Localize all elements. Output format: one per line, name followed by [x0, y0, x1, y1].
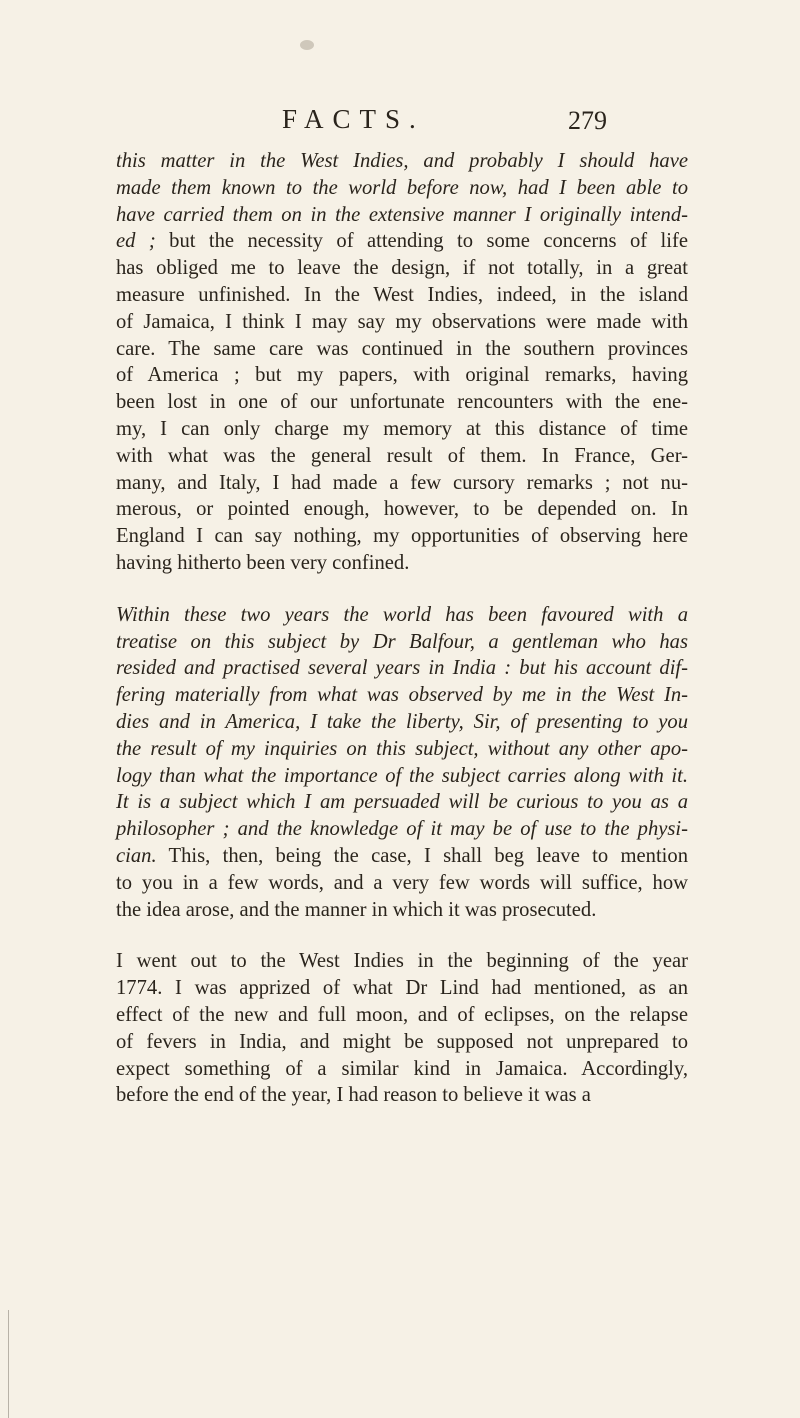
text-line [116, 309, 688, 336]
italic-text: dies and in America, I take the liberty, Sir, of presenting to you [116, 710, 688, 733]
text-line [116, 682, 688, 709]
roman-text: before the end of the year, I had reason to believe it was a [116, 1084, 591, 1107]
roman-text: expect something of a similar kind in Jamaica. Accordingly, [116, 1057, 688, 1080]
italic-text: It is a subject which I am persuaded will be curious to you as a [116, 791, 688, 814]
italic-text: logy than what the importance of the subject carries along with it. [116, 764, 688, 787]
text-line [116, 1056, 688, 1083]
page-edge-mark [8, 1310, 9, 1418]
roman-text: has obliged me to leave the design, if not totally, in a great [116, 257, 688, 280]
text-line [116, 897, 688, 924]
roman-text: I went out to the West Indies in the beginning of the year [116, 950, 688, 973]
text-line [116, 282, 688, 309]
roman-text: merous, or pointed enough, however, to be depended on. In [116, 498, 688, 521]
text-line [116, 629, 688, 656]
paragraph [116, 948, 688, 1109]
italic-text: fering materially from what was observed by me in the West In- [116, 684, 688, 707]
italic-text: resided and practised several years in India : but his account dif- [116, 657, 688, 680]
paragraph [116, 148, 688, 577]
page-number: 279 [568, 106, 607, 135]
italic-text: Within these two years the world has been favoured with a [116, 603, 688, 626]
running-head: FACTS. [282, 104, 425, 134]
text-line [116, 336, 688, 363]
text-line [116, 362, 688, 389]
italic-text: ed ; [116, 230, 156, 253]
body-text [116, 148, 688, 1109]
ink-smudge [300, 40, 314, 50]
text-line [116, 496, 688, 523]
italic-text: have carried them on in the extensive manner I originally intend- [116, 203, 688, 226]
roman-text: having hitherto been very confined. [116, 551, 410, 574]
italic-text: philosopher ; and the knowledge of it may be of use to the physi- [116, 818, 688, 841]
text-line [116, 709, 688, 736]
roman-text: care. The same care was continued in the southern provinces [116, 337, 688, 360]
roman-text: This, then, being the case, I shall beg leave to mention [156, 844, 688, 867]
text-line [116, 202, 688, 229]
roman-text: of Jamaica, I think I may say my observations were made with [116, 310, 688, 333]
text-line [116, 443, 688, 470]
roman-text: of America ; but my papers, with original remarks, having [116, 364, 688, 387]
page-header [0, 104, 800, 144]
roman-text: my, I can only charge my memory at this distance of time [116, 417, 688, 440]
text-line [116, 228, 688, 255]
text-line [116, 175, 688, 202]
text-line [116, 763, 688, 790]
paragraph [116, 602, 688, 924]
roman-text: many, and Italy, I had made a few cursory remarks ; not nu- [116, 471, 688, 494]
roman-text: the idea arose, and the manner in which it was prosecuted. [116, 898, 597, 921]
text-line [116, 975, 688, 1002]
text-line [116, 389, 688, 416]
text-line [116, 843, 688, 870]
text-line [116, 948, 688, 975]
roman-text: 1774. I was apprized of what Dr Lind had mentioned, as an [116, 977, 688, 1000]
text-line [116, 523, 688, 550]
italic-text: made them known to the world before now, had I been able to [116, 176, 688, 199]
text-line [116, 602, 688, 629]
text-line [116, 1082, 688, 1109]
roman-text: of fevers in India, and might be supposed not unprepared to [116, 1030, 688, 1053]
text-line [116, 148, 688, 175]
italic-text: the result of my inquiries on this subject, without any other apo- [116, 737, 688, 760]
text-line [116, 255, 688, 282]
roman-text: effect of the new and full moon, and of eclipses, on the relapse [116, 1003, 688, 1026]
roman-text: but the necessity of attending to some concerns of life [155, 230, 688, 253]
text-line [116, 870, 688, 897]
text-line [116, 550, 688, 577]
text-line [116, 655, 688, 682]
text-line [116, 1029, 688, 1056]
text-line [116, 1002, 688, 1029]
text-line [116, 789, 688, 816]
text-line [116, 816, 688, 843]
text-line [116, 470, 688, 497]
italic-text: cian. [116, 844, 157, 867]
roman-text: with what was the general result of them. In France, Ger- [116, 444, 688, 467]
text-line [116, 416, 688, 443]
italic-text: this matter in the West Indies, and probably I should have [116, 150, 688, 172]
text-line [116, 736, 688, 763]
roman-text: England I can say nothing, my opportunities of observing here [116, 525, 688, 548]
roman-text: measure unfinished. In the West Indies, indeed, in the island [116, 283, 688, 306]
roman-text: been lost in one of our unfortunate rencounters with the ene- [116, 391, 688, 414]
italic-text: treatise on this subject by Dr Balfour, a gentleman who has [116, 630, 688, 653]
roman-text: to you in a few words, and a very few words will suffice, how [116, 871, 688, 894]
